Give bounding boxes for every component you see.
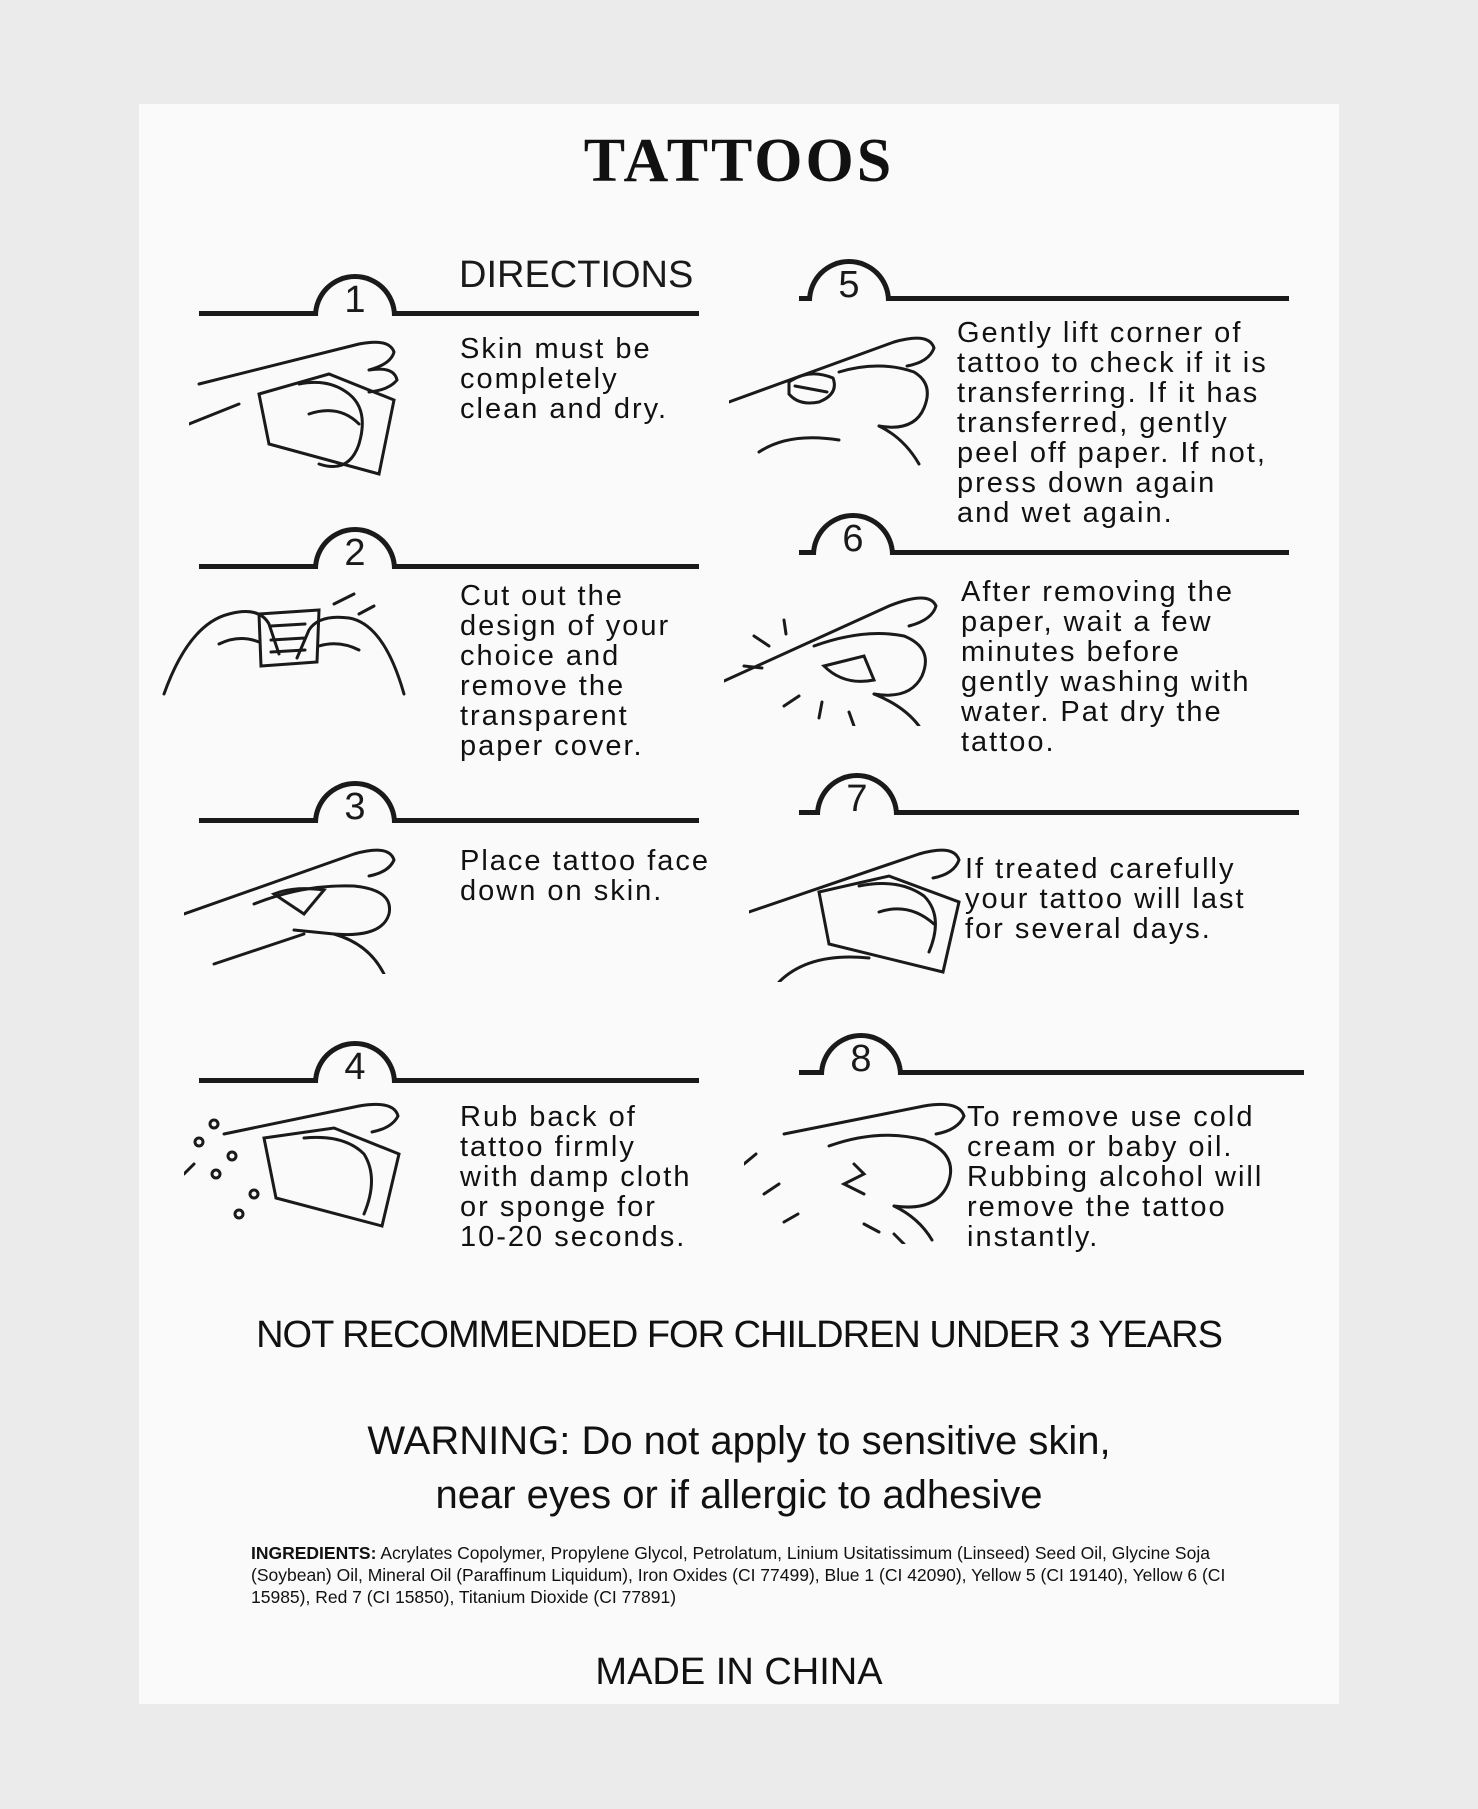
step-4-number: 4 — [344, 1046, 366, 1088]
step-6-number: 6 — [842, 518, 864, 560]
step-7-text: If treated carefully your tattoo will last for several days. — [965, 853, 1246, 945]
hand-washing-icon — [724, 576, 964, 726]
instruction-sheet — [139, 104, 1339, 1704]
hand-rubbing-damp-cloth-icon — [184, 1094, 424, 1234]
warning-block — [139, 1414, 1339, 1522]
page-title: TATTOOS — [583, 127, 895, 195]
directions-heading: DIRECTIONS — [459, 254, 694, 296]
step-1-rule — [199, 311, 699, 316]
hand-lifting-corner-icon — [729, 322, 959, 472]
step-3-rule — [199, 818, 699, 823]
ingredients — [251, 1542, 1251, 1608]
hand-removing-tattoo-icon — [744, 1094, 984, 1244]
hand-on-arm-icon — [749, 832, 979, 982]
warning-line-2: near eyes or if allergic to adhesive — [435, 1473, 1043, 1517]
step-5-text: Gently lift corner of tattoo to check if it is transferring. If it has transferred, gently peel off paper. If not, press down again and wet again. — [957, 317, 1268, 529]
origin-label: MADE IN CHINA — [595, 1651, 883, 1693]
step-2-rule — [199, 564, 699, 569]
step-3-text: Place tattoo face down on skin. — [460, 845, 711, 907]
step-8-number: 8 — [850, 1038, 872, 1080]
hands-cutting-paper-icon — [159, 584, 409, 714]
ingredients-text: Acrylates Copolymer, Propylene Glycol, Petrolatum, Linium Usitatissimum (Linseed) Seed Oil, Glycine Soja (Soybean) Oil, Mineral Oil (Paraffinum Liquidum), Iron Oxides (CI 77499), Blue 1 (CI 42090), Yellow 5 (CI 19140), Yellow 6 (CI 15985), Red 7 (CI 15850), Titanium Dioxide (CI 77891) — [251, 1543, 1226, 1607]
hand-cleaning-skin-icon — [189, 334, 419, 484]
warning-line-1: WARNING: Do not apply to sensitive skin, — [367, 1419, 1111, 1463]
step-1-text: Skin must be completely clean and dry. — [460, 333, 669, 425]
step-3-number: 3 — [344, 786, 366, 828]
step-4-text: Rub back of tattoo firmly with damp cloth or sponge for 10-20 seconds. — [460, 1101, 692, 1253]
step-2-number: 2 — [344, 532, 366, 574]
step-5-number: 5 — [838, 264, 860, 306]
step-6-text: After removing the paper, wait a few minutes before gently washing with water. Pat dry the tattoo. — [961, 576, 1251, 758]
step-8-text: To remove use cold cream or baby oil. Rubbing alcohol will remove the tattoo instantly. — [967, 1101, 1264, 1253]
step-2-text: Cut out the design of your choice and remove the transparent paper cover. — [460, 580, 671, 762]
ingredients-label: INGREDIENTS: — [251, 1543, 377, 1563]
age-notice: NOT RECOMMENDED FOR CHILDREN UNDER 3 YEARS — [256, 1314, 1222, 1356]
step-1-number: 1 — [344, 279, 366, 321]
step-7-number: 7 — [846, 778, 868, 820]
hand-placing-tattoo-icon — [184, 834, 424, 974]
step-4-rule — [199, 1078, 699, 1083]
